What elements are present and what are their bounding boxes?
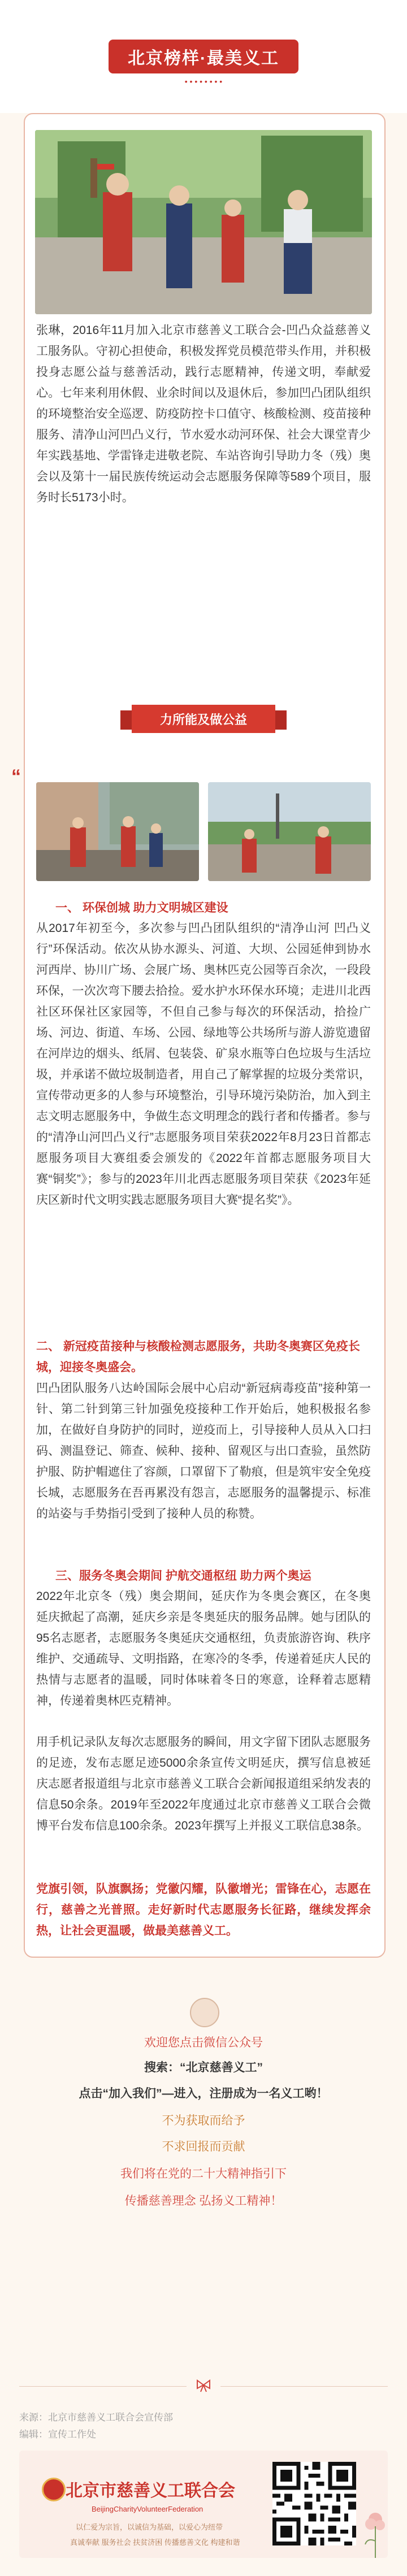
section-3-heading: 三、服务冬奥会期间 护航交通枢纽 助力两个奥运 — [55, 1569, 311, 1582]
divider-right — [220, 2386, 388, 2387]
section-3-text-2: 用手机记录队友每次志愿服务的瞬间，用文字留下团队志愿服务的足迹，发布志愿足迹5000余条宣传文明延庆，撰写信息被延庆志愿者报道组与北京市慈善义工联合会新闻报道组采纳发表的信息50余条。2019年至2022年度通过北京市慈善义工联合会微博平台发布信息100余条。2023年撰写上并报义工联信息38条。 — [36, 1736, 371, 1832]
banner-slogan-1: 以仁爱为宗旨，以诚信为基础，以爱心为纽带 — [76, 2523, 223, 2531]
bow-icon — [196, 2377, 211, 2393]
section-1-text: 从2017年初至今，多次参与凹凸团队组织的“清净山河 凹凸义行”环保活动。依次从协水源头、河道、大坝、公园延伸到协水河西岸、协川广场、会展广场、奥林匹克公园等百余次，一段段环保，一次次弯下腰去拾捡。爱水护水环保水环境；走进川北西社区环保社区家园等，不但自己参与每次的环保活动，拾捡广场、河边、街道、车场、公园、绿地等公共场所与游人游览遗留在河岸边的烟头、纸屑、包装袋、矿泉水瓶等白色垃圾与生活垃圾，并承诺不做垃圾制造者，用自己了解掌握的垃圾分类常识，宣传带动更多的人参与环境整治，引导环境污染防治，加入到主志文明志愿服务中，争做生态文明理念的践行者和传播者。参与的“清净山河凹凸义行”志愿服务项目荣获2022年8月23日首都志愿服务项目大赛组委会颁发的《2022年首都志愿服务项目大赛“铜奖”》；参与的2023年川北西志愿服务项目荣获《2023年延庆区新时代文明实践志愿服务项目大赛“提名奖”》。 — [36, 922, 371, 1207]
banner-slogan-2: 真诚奉献 服务社会 扶贫济困 传播慈善文化 构建和谐 — [70, 2538, 240, 2547]
ribbon-label: 力所能及做公益 — [159, 712, 247, 727]
section-2-text: 凹凸团队服务八达岭国际会展中心启动“新冠病毒疫苗”接种第一针、第二针到第三针加强免疫接种工作开始后，她积极报名参加，在做好自身防护的同时，逆疫而上，引导接种人员从入口扫码、测温登记、筛查、候种、接种、留观区与出口查验，虽然防护服、防护帽遮住了容颜，口罩留下了勒痕，但是筑牢安全免疫长城，志愿服务在吾再累没有怨言，志愿服务的温馨提示、标准的站姿与手势指引受到了接种人员的称赞。 — [36, 1382, 371, 1520]
page-title: 北京榜样·最美义工 — [128, 49, 279, 68]
organization-name: 北京市慈善义工联合会 — [66, 2482, 235, 2500]
footer-line-3: 点击“加入我们”—进入，注册成为一名义工哟！ — [79, 2087, 328, 2100]
photo-left — [36, 782, 199, 881]
avatar-icon — [190, 1998, 219, 2027]
quote-mark: “ — [11, 766, 21, 787]
section-2-heading: 二、 新冠疫苗接种与核酸检测志愿服务，共助冬奥赛区免疫长城，迎接冬奥盛会。 — [36, 1340, 360, 1374]
footer-line-5: 不求回报而贡献 — [162, 2140, 245, 2153]
title-banner — [109, 40, 298, 73]
closing-paragraph: 党旗引领，队旗飘扬；党徽闪耀，队徽增光；雷锋在心，志愿在行，慈善之光普照。走好新时代志愿服务长征路，继续发挥余热，让社会更温暖，做最美慈善义工。 — [36, 1883, 371, 1937]
section-1-heading: 一、 环保创城 助力文明城区建设 — [55, 901, 228, 914]
hero-photo — [35, 130, 372, 314]
footer-line-7: 传播慈善理念 弘扬义工精神！ — [124, 2195, 283, 2208]
source-text: 来源：北京市慈善义工联合会宣传部 — [19, 2412, 173, 2423]
divider-left — [19, 2386, 187, 2387]
section-ribbon — [120, 705, 287, 733]
footer-line-6: 我们将在党的二十大精神指引下 — [120, 2167, 287, 2180]
intro-paragraph: 张琳，2016年11月加入北京市慈善义工联合会-凹凸众益慈善义工服务队。守初心担使命，积极发挥党员模范带头作用，并积极投身志愿公益与慈善活动，践行志愿精神，传递文明，奉献爱心。七年来利用休假、业余时间以及退休后，参加凹凸团队组织的环境整治安全巡逻、防疫防控卡口值守、核酸检测、疫苗接种服务、清净山河凹凸义行，节水爱水动河环保、社会大课堂青少年实践基地、学雷锋走进敬老院、车站咨询引导助力冬（残）奥会以及第十一届民族传统运动会志愿服务保障等589个项目，服务时长5173小时。 — [36, 324, 371, 504]
editor-text: 编辑：宣传工作处 — [19, 2429, 96, 2440]
section-3-text-1: 2022年北京冬（残）奥会期间，延庆作为冬奥会赛区，在冬奥延庆掀起了高潮，延庆乡亲是冬奥延庆的服务品牌。她与团队的95名志愿者，志愿服务冬奥延庆交通枢纽，负责旅游咨询、秩序维护、交通疏导、文明指路，在寒冷的冬季，传递着延庆人民的热情与志愿者的温暖，同时体味着冬日的寒意，诠释着志愿精神，传递着奥林匹克精神。 — [36, 1590, 371, 1707]
qr-code-icon[interactable] — [272, 2462, 356, 2545]
organization-logo-icon — [42, 2478, 66, 2501]
title-area — [0, 0, 407, 113]
flower-decoration-icon — [358, 2507, 388, 2558]
footer-line-1: 欢迎您点击微信公众号 — [144, 2036, 263, 2049]
title-decoration: • • • • • • • • — [184, 77, 223, 86]
organization-banner — [19, 2451, 388, 2558]
photo-right — [208, 782, 371, 881]
footer-line-4: 不为获取而给予 — [162, 2114, 245, 2127]
organization-name-en: BeijingCharityVolunteerFederation — [92, 2505, 204, 2513]
footer-line-2: 搜索：“北京慈善义工” — [144, 2061, 263, 2074]
